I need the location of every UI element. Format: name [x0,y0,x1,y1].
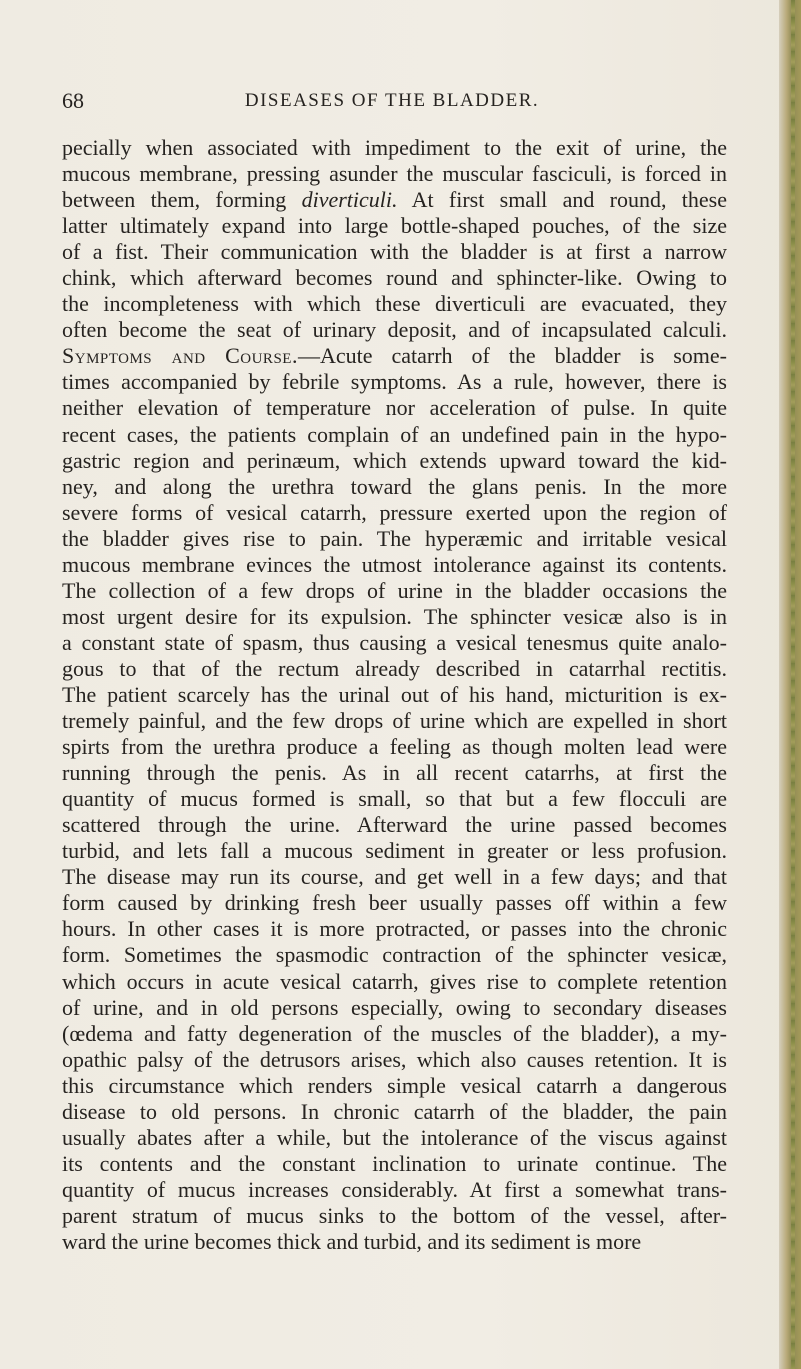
text-line [62,1229,727,1255]
line-text: disease to old persons. In chronic catarrh of the bladder, the pain [62,1098,727,1124]
text-line [62,786,727,812]
text-line [62,734,727,760]
text-line [62,213,727,239]
text-line [62,1073,727,1099]
text-line [62,526,727,552]
line-text: turbid, and lets fall a mucous sediment in greater or less profusion. [62,838,727,864]
page-number: 68 [62,88,84,113]
line-text: gastric region and perinæum, which extends upward toward the kid- [62,447,727,473]
text-line [62,864,727,890]
text-line [62,890,727,916]
line-text: gous to that of the rectum already described in catarrhal rectitis. [62,655,727,681]
line-text: At first small and round, these [397,187,727,213]
line-text: neither elevation of temperature nor acceleration of pulse. In quite [62,395,727,421]
line-text: latter ultimately expand into large bottle-shaped pouches, of the size [62,213,727,239]
line-text: mucous membrane, pressing asunder the muscular fasciculi, is forced in [62,161,727,187]
text-line [62,552,727,578]
line-text: this circumstance which renders simple vesical catarrh a dangerous [62,1072,727,1098]
text-line [62,812,727,838]
text-line [62,422,727,448]
line-text: a constant state of spasm, thus causing a vesical tenesmus quite analo- [62,629,727,655]
text-line [62,369,727,395]
line-text: spirts from the urethra produce a feeling as though molten lead were [62,734,727,760]
line-text: tremely painful, and the few drops of urine which are expelled in short [62,708,727,734]
line-text: the incompleteness with which these diverticuli are evacuated, they [62,291,727,317]
page-edge [779,0,801,1369]
text-line [62,448,727,474]
running-head: DISEASES OF THE BLADDER. [244,90,540,111]
line-text: quantity of mucus formed is small, so that but a few flocculi are [62,786,727,812]
text-line [62,708,727,734]
text-line [62,942,727,968]
line-text: the bladder gives rise to pain. The hyperæmic and irritable vesical [62,525,727,551]
text-line [62,995,727,1021]
line-text: opathic palsy of the detrusors arises, which also causes retention. It is [62,1046,727,1072]
text-line [62,1125,727,1151]
line-text: mucous membrane evinces the utmost intolerance against its contents. [62,551,727,577]
text-line [62,1099,727,1125]
text-line [62,239,727,265]
section-heading: Symptoms and Course. [62,343,298,369]
line-text: severe forms of vesical catarrh, pressure exerted upon the region of [62,499,727,525]
line-text: which occurs in acute vesical catarrh, gives rise to complete retention [62,968,727,994]
text-line [62,1177,727,1203]
body-text [62,135,727,1255]
italic-term: diverticuli. [301,187,398,213]
line-text: chink, which afterward becomes round and sphincter-like. Owing to [62,265,727,291]
text-line [62,760,727,786]
text-line [62,343,727,369]
line-text: The disease may run its course, and get well in a few days; and that [62,864,727,890]
page-header [62,88,722,118]
text-line [62,474,727,500]
text-line [62,395,727,421]
text-line [62,1203,727,1229]
text-line [62,187,727,213]
text-line [62,1047,727,1073]
line-text: often become the seat of urinary deposit, and of incapsulated calculi. [62,317,727,343]
line-text: ward the urine becomes thick and turbid, and its sediment is more [62,1228,642,1254]
line-text: The collection of a few drops of urine in the bladder occasions the [62,577,727,603]
line-text: usually abates after a while, but the intolerance of the viscus against [62,1124,727,1150]
line-text: of urine, and in old persons especially, owing to secondary diseases [62,994,727,1020]
text-line [62,838,727,864]
text-line [62,969,727,995]
text-line [62,604,727,630]
line-text: —Acute catarrh of the bladder is some- [297,343,727,369]
text-line [62,500,727,526]
line-text: (œdema and fatty degeneration of the muscles of the bladder), a my- [62,1020,727,1046]
line-text: hours. In other cases it is more protracted, or passes into the chronic [62,916,727,942]
text-line [62,1021,727,1047]
line-text: form caused by drinking fresh beer usually passes off within a few [62,890,727,916]
line-text: The patient scarcely has the urinal out of his hand, micturition is ex- [62,681,727,707]
line-text: times accompanied by febrile symptoms. As a rule, however, there is [62,369,727,395]
page-edge-stain [791,0,795,1369]
line-text: scattered through the urine. Afterward the urine passed becomes [62,812,727,838]
line-text: of a fist. Their communication with the bladder is at first a narrow [62,239,727,265]
line-text: running through the penis. As in all recent catarrhs, at first the [62,760,727,786]
text-line [62,291,727,317]
text-line [62,161,727,187]
line-text: pecially when associated with impediment to the exit of urine, the [62,135,727,160]
line-text: ney, and along the urethra toward the glans penis. In the more [62,473,727,499]
line-text: between them, forming [62,187,302,213]
line-text: form. Sometimes the spasmodic contraction of the sphincter vesicæ, [62,942,727,968]
text-line [62,135,727,161]
line-text: recent cases, the patients complain of an undefined pain in the hypo- [62,421,727,447]
text-line [62,682,727,708]
line-text: most urgent desire for its expulsion. The sphincter vesicæ also is in [62,603,727,629]
line-text: its contents and the constant inclination to urinate continue. The [62,1150,727,1176]
text-line [62,578,727,604]
text-line [62,656,727,682]
line-text: parent stratum of mucus sinks to the bottom of the vessel, after- [62,1202,727,1228]
text-line [62,630,727,656]
text-line [62,265,727,291]
text-line [62,916,727,942]
text-line [62,1151,727,1177]
text-line [62,317,727,343]
line-text: quantity of mucus increases considerably. At first a somewhat trans- [62,1176,727,1202]
